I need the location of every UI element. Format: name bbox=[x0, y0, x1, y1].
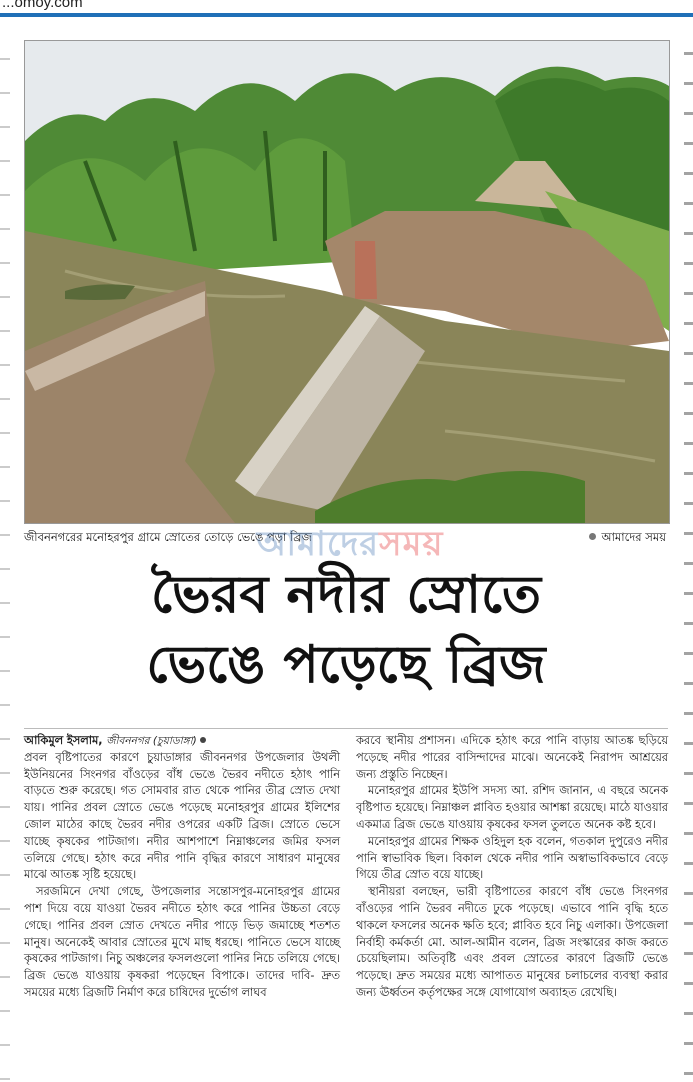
article-paragraph: মনোহরপুর গ্রামের শিক্ষক ওহিদুল হক বলেন, গতকাল দুপুরেও নদীর পানি স্বাভাবিক ছিল। বিকাল থেকে নদীর পানি অস্বাভাবিকভাবে বেড়ে গিয়ে তীব্র স্রোত বয়ে যাচ্ছে। bbox=[356, 834, 668, 882]
adjacent-column-right-edge bbox=[684, 40, 693, 1080]
headline bbox=[24, 560, 668, 700]
article-paragraph: স্থানীয়রা বলছেন, ভারী বৃষ্টিপাতের কারণে বাঁধ ভেঙে সিংনগর বাঁওড়ের পানি ভৈরব নদীতে ঢুকে পড়েছে। এভাবে পানি বৃদ্ধি হতে থাকলে ফসলের অনেক ক্ষতি হবে; প্লাবিত হবে নিচু এলাকা। উপজেলা নির্বাহী কর্মকর্তা মো. আল-আমীন বলেন, ব্রিজ সংস্কারের কাজ করতে চেয়েছিলাম। অতিবৃষ্টি এবং প্রবল স্রোতের কারণে ব্রিজটি ভেঙে পড়েছে। দ্রুত সময়ের মধ্যে আপাতত মানুষের চলাচলের ব্যবস্থা করার জন্য ঊর্ধ্বতন কর্তৃপক্ষের সঙ্গে যোগাযোগ অব্যাহত রেখেছি। bbox=[356, 885, 668, 999]
headline-line2: ভেঙে পড়েছে ব্রিজ bbox=[146, 635, 546, 695]
photo-credit-text: আমাদের সময় bbox=[601, 530, 666, 544]
adjacent-column-left-edge bbox=[0, 40, 10, 1080]
brick-pillar bbox=[355, 241, 377, 299]
site-name[interactable]: ...omoy.com bbox=[2, 0, 83, 11]
byline bbox=[24, 733, 340, 750]
article-paragraph: করবে স্থানীয় প্রশাসন। এদিকে হঠাৎ করে পানি বাড়ায় আতঙ্ক ছড়িয়ে পড়েছে নদীর পারের বাসিন্দাদের মাঝে। অনেকেই নিরাপদ আশ্রয়ের জন্য প্রস্তুতি নিচ্ছেন। bbox=[356, 734, 668, 781]
watermark-logo bbox=[200, 518, 500, 562]
photo-illustration bbox=[25, 41, 669, 523]
article-paragraph: মনোহরপুর গ্রামের ইউপি সদস্য আ. রশিদ জানান, এ বছরে অনেক বৃষ্টিপাত হয়েছে। নিম্নাঞ্চল প্লাবিত হওয়ার আশঙ্কা রয়েছে। মাঠে যাওয়ার একমাত্র ব্রিজ ভেঙে যাওয়ায় কৃষকের ফসল তুলতে অনেক কষ্ট হবে। bbox=[356, 784, 668, 831]
watermark-part2: সময় bbox=[379, 524, 444, 564]
byline-place: জীবননগর (চুয়াডাঙ্গা) bbox=[106, 735, 197, 747]
headline-line1: ভৈরব নদীর স্রোতে bbox=[151, 565, 541, 625]
news-photo-collapsed-bridge bbox=[24, 40, 670, 524]
site-header-bar bbox=[0, 0, 693, 17]
article-paragraph: প্রবল বৃষ্টিপাতের কারণে চুয়াডাঙ্গার জীবননগর উপজেলার উথলী ইউনিয়নের সিংনগর বাঁওড়ের বাঁধ ভেঙে ভৈরব নদীতে হঠাৎ পানি বাড়তে শুরু করেছে। গত সোমবার রাত থেকে পানির তীব্র স্রোত দেখা যায়। পানির প্রবল স্রোতে ভেঙে পড়েছে মনোহরপুর গ্রামের ইলিশের জোল মাঠের কাছে ভৈরব নদীর ওপরের একটি ব্রিজ। স্রোতে ভেসে যাচ্ছে কৃষকের পাটজাগ। নদীর আশপাশে নিম্নাঞ্চলের জমির ফসল তলিয়ে গেছে। হঠাৎ করে নদীর পানি বৃদ্ধির কারণে সাধারণ মানুষের মাঝে আতঙ্ক সৃষ্টি হয়েছে। bbox=[24, 750, 340, 882]
bullet-icon bbox=[589, 533, 596, 540]
photo-caption: জীবননগরের মনোহরপুর গ্রামে স্রোতের তোড়ে ভেঙে পড়া ব্রিজ bbox=[24, 530, 312, 544]
divider bbox=[24, 728, 668, 729]
watermark-part1: আমাদের bbox=[256, 524, 380, 564]
article-column-right bbox=[356, 733, 668, 1002]
byline-bullet-icon bbox=[200, 737, 206, 743]
article-paragraph: সরজমিনে দেখা গেছে, উপজেলার সন্তোসপুর-মনোহরপুর গ্রামের পাশ দিয়ে বয়ে যাওয়া ভৈরব নদীতে হঠাৎ করে পানির উচ্চতা বেড়ে গেছে। পানির প্রবল স্রোত দেখতে নদীর পাড়ে ভিড় জমাচ্ছে শতশত মানুষ। অনেকেই আবার স্রোতের মুখে মাছ ধরছে। পানিতে ভেসে যাচ্ছে কৃষকের পাটজাগ। নিচু অঞ্চলের ফসলগুলো পানির নিচে তলিয়ে গেছে। ব্রিজ ভেঙে যাওয়ায় কৃষকরা পড়েছেন বিপাকে। তাদের দাবি- দ্রুত সময়ের মধ্যে ব্রিজটি নির্মাণ করে চাষিদের দুর্ভোগ লাঘব bbox=[24, 885, 340, 999]
article-column-left bbox=[24, 733, 340, 1002]
byline-author: আকিমুল ইসলাম, bbox=[24, 734, 103, 747]
photo-credit bbox=[589, 529, 666, 548]
